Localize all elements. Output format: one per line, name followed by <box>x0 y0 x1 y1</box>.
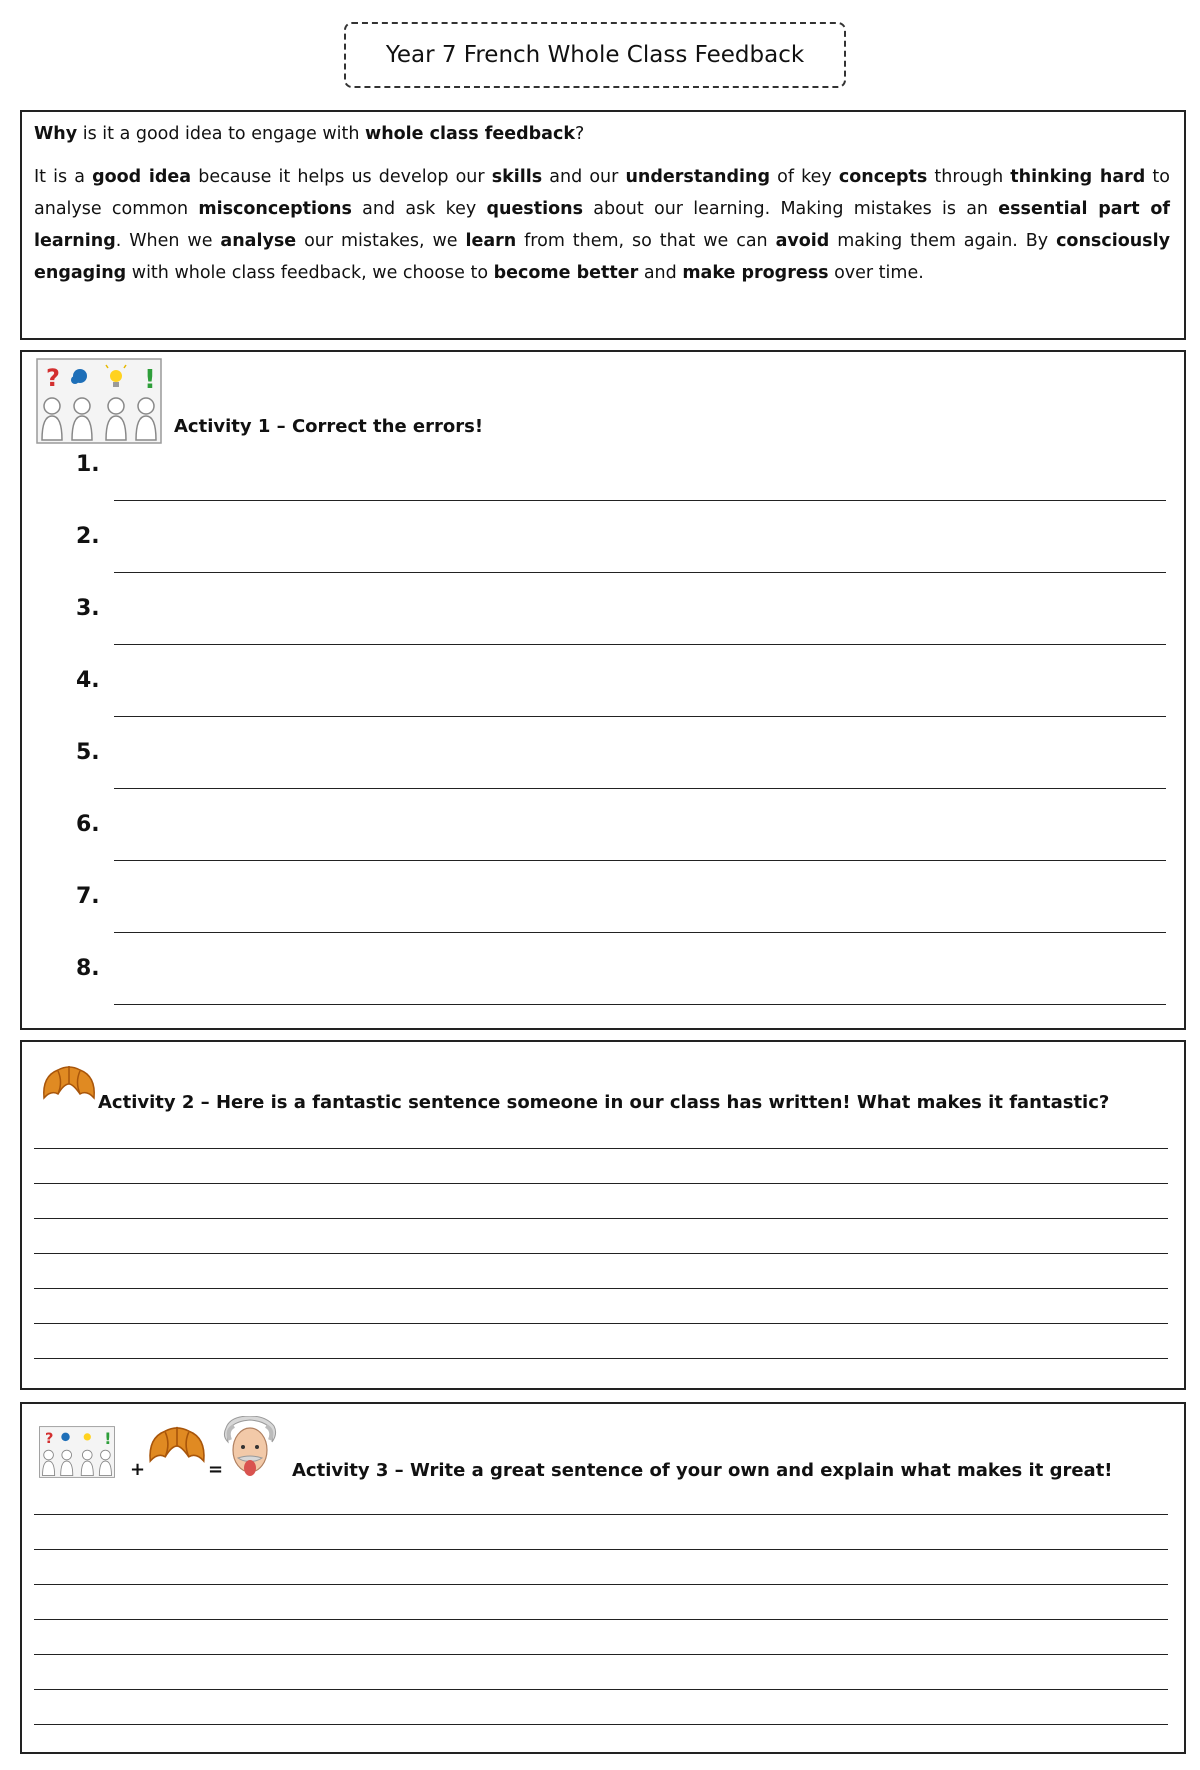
svg-text:?: ? <box>44 1430 54 1447</box>
text-run: essential part of learning <box>34 198 1170 251</box>
text-run: make progress <box>682 262 829 283</box>
activity-2-box <box>20 1040 1186 1390</box>
activity-1-box <box>20 350 1186 1030</box>
activity-2-title: Activity 2 – Here is a fantastic sentence someone in our class has written! What makes it fantastic? <box>98 1092 1110 1113</box>
text-run: of key <box>769 166 839 187</box>
writing-line[interactable] <box>34 1514 1168 1515</box>
text-run: It is a <box>34 166 93 187</box>
writing-line[interactable] <box>34 1549 1168 1550</box>
writing-line[interactable] <box>34 1689 1168 1690</box>
text-run: become better <box>493 262 639 283</box>
writing-line[interactable] <box>34 1358 1168 1359</box>
writing-line[interactable] <box>34 1654 1168 1655</box>
item-number: 1. <box>76 452 100 477</box>
question-thinking-people-icon <box>38 1426 116 1478</box>
text-run: consciously engaging <box>34 230 1171 283</box>
answer-line[interactable] <box>114 572 1166 573</box>
intro-box <box>20 110 1186 340</box>
croissant-icon <box>146 1422 208 1468</box>
text-run: to analyse common <box>34 166 1170 219</box>
intro-question <box>34 122 1170 147</box>
svg-text:?: ? <box>46 364 60 392</box>
text-run: and <box>638 262 683 283</box>
item-number: 4. <box>76 668 100 693</box>
text-run: good idea <box>92 166 192 187</box>
writing-line[interactable] <box>34 1148 1168 1149</box>
text-run: over time. <box>828 262 924 283</box>
item-number: 8. <box>76 956 100 981</box>
croissant-icon <box>40 1062 98 1104</box>
answer-line[interactable] <box>114 860 1166 861</box>
equals-sign: = <box>208 1459 224 1480</box>
intro-paragraph <box>34 161 1170 289</box>
text-run: because it helps us develop our <box>191 166 492 187</box>
text-run: Why <box>34 124 78 144</box>
text-run: is it a good idea to engage with <box>77 124 366 144</box>
text-run: our mistakes, we <box>296 230 466 251</box>
text-run: whole class feedback <box>365 124 575 144</box>
answer-line[interactable] <box>114 644 1166 645</box>
text-run: . When we <box>115 230 221 251</box>
writing-line[interactable] <box>34 1323 1168 1324</box>
writing-line[interactable] <box>34 1724 1168 1725</box>
activity-3-title: Activity 3 – Write a great sentence of your own and explain what makes it great! <box>292 1460 1113 1481</box>
text-run: thinking hard <box>1010 166 1146 187</box>
text-run: understanding <box>625 166 770 187</box>
text-run: with whole class feedback, we choose to <box>126 262 494 283</box>
writing-line[interactable] <box>34 1183 1168 1184</box>
text-run: through <box>927 166 1011 187</box>
text-run: skills <box>491 166 543 187</box>
text-run: and ask key <box>351 198 487 219</box>
text-run: ? <box>574 124 585 144</box>
activity-3-box <box>20 1402 1186 1754</box>
writing-line[interactable] <box>34 1288 1168 1289</box>
answer-line[interactable] <box>114 932 1166 933</box>
text-run: making them again. By <box>829 230 1057 251</box>
worksheet-title: Year 7 French Whole Class Feedback <box>344 22 846 88</box>
svg-text:!: ! <box>144 365 156 395</box>
item-number: 5. <box>76 740 100 765</box>
text-run: learn <box>465 230 517 251</box>
text-run: and our <box>542 166 626 187</box>
text-run: analyse <box>220 230 297 251</box>
item-number: 7. <box>76 884 100 909</box>
item-number: 6. <box>76 812 100 837</box>
text-run: concepts <box>838 166 928 187</box>
item-number: 3. <box>76 596 100 621</box>
answer-line[interactable] <box>114 1004 1166 1005</box>
answer-line[interactable] <box>114 716 1166 717</box>
einstein-icon <box>222 1416 278 1482</box>
activity-1-title: Activity 1 – Correct the errors! <box>174 416 484 437</box>
writing-line[interactable] <box>34 1619 1168 1620</box>
writing-line[interactable] <box>34 1218 1168 1219</box>
text-run: misconceptions <box>198 198 352 219</box>
question-thinking-people-icon <box>36 358 162 444</box>
svg-text:!: ! <box>104 1429 112 1449</box>
plus-sign: + <box>130 1459 146 1480</box>
writing-line[interactable] <box>34 1253 1168 1254</box>
answer-line[interactable] <box>114 500 1166 501</box>
text-run: about our learning. Making mistakes is an <box>583 198 999 219</box>
text-run: questions <box>486 198 583 219</box>
text-run: avoid <box>775 230 830 251</box>
writing-line[interactable] <box>34 1584 1168 1585</box>
item-number: 2. <box>76 524 100 549</box>
answer-line[interactable] <box>114 788 1166 789</box>
text-run: from them, so that we can <box>516 230 776 251</box>
